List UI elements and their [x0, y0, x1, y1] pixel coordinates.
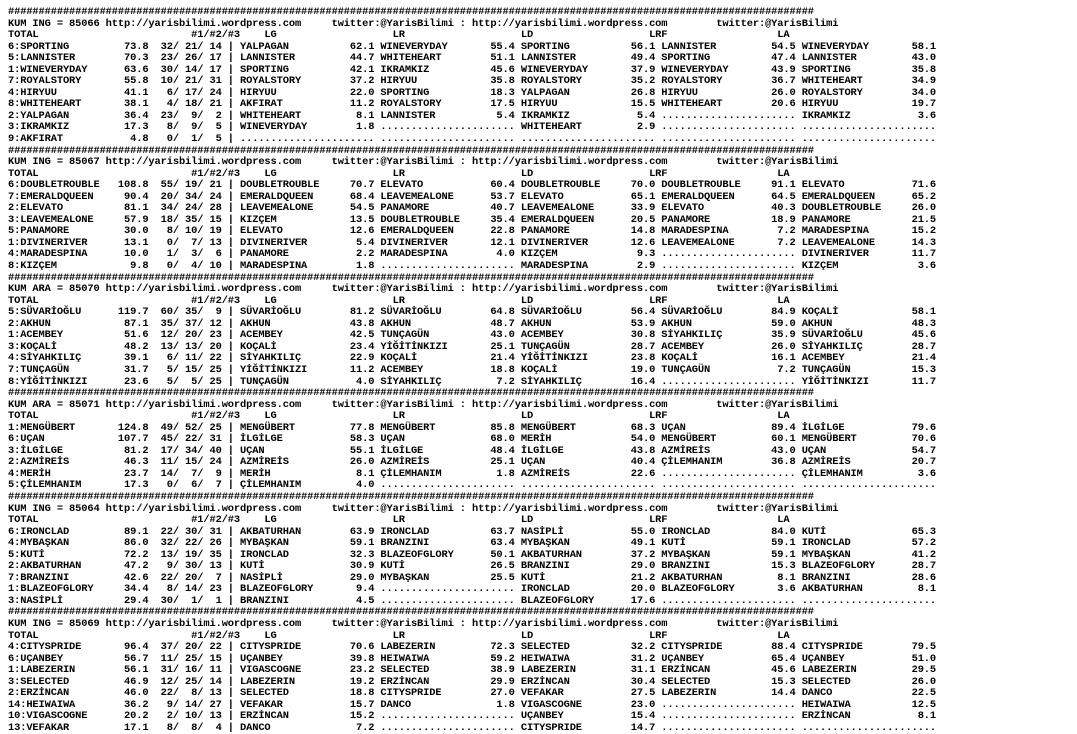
- result-row: 2:ERZİNCAN 46.0 22/ 8/ 13 | SELECTED 18.8 CITYSPRIDE 27.0 VEFAKAR 27.5 LABEZERIN 14.4 DANCO 22.5: [8, 687, 937, 700]
- result-row: 3:İLGİLGE 81.2 17/ 34/ 40 | UÇAN 55.1 İLGİLGE 48.4 İLGİLGE 43.8 AZMİREİS 43.0 UÇAN 54.7: [8, 444, 937, 457]
- block-85069: [8, 607, 936, 734]
- result-row: 1:MENGÜBERT 124.8 49/ 52/ 25 | MENGÜBERT 77.8 MENGÜBERT 85.8 MENGÜBERT 68.3 UÇAN 89.4 İLGİLGE 79.6: [8, 421, 937, 434]
- column-headers: TOTAL #1/#2/#3 LG LR LD LRF LA: [8, 294, 790, 307]
- separator-line: ####################################################################################################################################: [8, 271, 814, 284]
- result-row: 1:BLAZEOFGLORY 34.4 8/ 14/ 23 | BLAZEOFGLORY 9.4 ...................... IRONCLAD 20.0 BLAZEOFGLORY 3.6 AKBATURHAN 8.1: [8, 583, 937, 596]
- separator-line: ####################################################################################################################################: [8, 387, 814, 400]
- result-row: 7:TUNÇAGÜN 31.7 5/ 15/ 25 | YİĞİTİNKIZI 11.2 ACEMBEY 18.8 KOÇALİ 19.0 TUNÇAGÜN 7.2 TUNÇAGÜN 15.3: [8, 363, 937, 376]
- block-85064: [8, 492, 936, 607]
- result-row: 2:AZMİREİS 46.3 11/ 15/ 24 | AZMİREİS 26.0 AZMİREİS 25.1 UÇAN 40.4 ÇİLEMHANIM 36.8 AZMİREİS 20.7: [8, 456, 937, 469]
- separator-line: ####################################################################################################################################: [8, 144, 814, 157]
- result-row: 4:CITYSPRIDE 96.4 37/ 20/ 22 | CITYSPRIDE 70.6 LABEZERIN 72.3 SELECTED 32.2 CITYSPRIDE 88.4 CITYSPRIDE 79.5: [8, 641, 937, 654]
- result-row: 4:SİYAHKILIÇ 39.1 6/ 11/ 22 | SİYAHKILIÇ 22.9 KOÇALİ 21.4 YİĞİTİNKIZI 23.8 KOÇALİ 16.1 ACEMBEY 21.4: [8, 352, 937, 365]
- result-row: 14:HEIWAIWA 36.2 9/ 14/ 27 | VEFAKAR 15.7 DANCO 1.8 VIGASCOGNE 23.0 ...................... HEIWAIWA 12.5: [8, 698, 937, 711]
- result-row: 3:NASİPLİ 29.4 30/ 1/ 1 | BRANZINI 4.5 ...................... BLAZEOFGLORY 17.6 ...................... ......................: [8, 594, 937, 607]
- result-row: 6:IRONCLAD 89.1 22/ 30/ 31 | AKBATURHAN 63.9 IRONCLAD 63.7 NASİPLİ 55.0 IRONCLAD 84.0 KUTİ 65.3: [8, 525, 937, 538]
- result-row: 3:LEAVEMEALONE 57.9 18/ 35/ 15 | KIZÇEM 13.5 DOUBLETROUBLE 35.4 EMERALDQUEEN 20.5 PANAMORE 18.9 PANAMORE 21.5: [8, 213, 937, 226]
- result-row: 7:EMERALDQUEEN 90.4 20/ 34/ 24 | EMERALDQUEEN 68.4 LEAVEMEALONE 53.7 ELEVATO 65.1 EMERALDQUEEN 64.5 EMERALDQUEEN 65.2: [8, 190, 937, 203]
- block-85071: [8, 388, 936, 492]
- column-headers: TOTAL #1/#2/#3 LG LR LD LRF LA: [8, 629, 790, 642]
- result-row: 13:VEFAKAR 17.1 8/ 8/ 4 | DANCO 7.2 ...................... CITYSPRIDE 14.7 ...................... ......................: [8, 721, 937, 734]
- race-header: KUM ING = 85064 http://yarisbilimi.wordpress.com twitter:@YarisBilimi : http://yarisbilimi.wordpress.com twitter:@YarisBilimi: [8, 502, 839, 515]
- result-row: 8:YİĞİTİNKIZI 23.6 5/ 5/ 25 | TUNÇAGÜN 4.0 SİYAHKILIÇ 7.2 SİYAHKILIÇ 16.4 ...................... YİĞİTİNKIZI 11.7: [8, 375, 937, 388]
- result-row: 5:KUTİ 72.2 13/ 19/ 35 | IRONCLAD 32.3 BLAZEOFGLORY 50.1 AKBATURHAN 37.2 MYBAŞKAN 59.1 MYBAŞKAN 41.2: [8, 548, 937, 561]
- block-85070: [8, 273, 936, 388]
- result-row: 2:YALPAGAN 36.4 23/ 9/ 2 | WHITEHEART 8.1 LANNISTER 5.4 IKRAMKIZ 5.4 ...................... IKRAMKIZ 3.6: [8, 109, 937, 122]
- result-row: 2:ELEVATO 81.1 34/ 24/ 28 | LEAVEMEALONE 54.5 PANAMORE 40.7 LEAVEMEALONE 33.9 ELEVATO 40.3 DOUBLETROUBLE 26.0: [8, 202, 937, 215]
- result-row: 4:MERİH 23.7 14/ 7/ 9 | MERİH 8.1 ÇİLEMHANIM 1.8 AZMİREİS 22.6 ...................... ÇİLEMHANIM 3.6: [8, 467, 937, 480]
- separator-line: ####################################################################################################################################: [8, 606, 814, 619]
- block-85067: [8, 146, 936, 273]
- result-row: 7:ROYALSTORY 55.8 10/ 21/ 31 | ROYALSTORY 37.2 HIRYUU 35.8 ROYALSTORY 35.2 ROYALSTORY 36.7 WHITEHEART 34.9: [8, 75, 937, 88]
- result-row: 6:UÇANBEY 56.7 11/ 25/ 15 | UÇANBEY 39.8 HEIWAIWA 59.2 HEIWAIWA 31.2 UÇANBEY 65.4 UÇANBEY 51.0: [8, 652, 937, 665]
- result-row: 9:AKFIRAT 4.8 0/ 1/ 5 | ...................... ...................... ...................... ...................... ......................: [8, 133, 937, 146]
- result-row: 1:WINEVERYDAY 63.6 30/ 14/ 17 | SPORTING 42.1 IKRAMKIZ 45.6 WINEVERYDAY 37.9 WINEVERYDAY 43.9 SPORTING 35.8: [8, 63, 937, 76]
- result-row: 6:DOUBLETROUBLE 108.8 55/ 19/ 21 | DOUBLETROUBLE 70.7 ELEVATO 60.4 DOUBLETROUBLE 70.0 DOUBLETROUBLE 91.1 ELEVATO 71.6: [8, 179, 937, 192]
- result-row: 5:LANNISTER 70.3 23/ 26/ 17 | LANNISTER 44.7 WHITEHEART 51.1 LANNISTER 49.4 SPORTING 47.4 LANNISTER 43.0: [8, 52, 937, 65]
- result-row: 1:LABEZERIN 56.1 31/ 16/ 11 | VIGASCOGNE 23.2 SELECTED 38.9 LABEZERIN 31.1 ERZİNCAN 45.6 LABEZERIN 29.5: [8, 664, 937, 677]
- result-row: 10:VIGASCOGNE 20.2 2/ 10/ 13 | ERZİNCAN 15.2 ...................... UÇANBEY 15.4 ...................... ERZİNCAN 8.1: [8, 710, 937, 723]
- result-row: 1:ACEMBEY 51.6 12/ 20/ 23 | ACEMBEY 42.5 TUNÇAGÜN 43.0 ACEMBEY 30.8 SİYAHKILIÇ 35.9 SÜVARİOĞLU 45.6: [8, 329, 937, 342]
- result-row: 3:SELECTED 46.9 12/ 25/ 14 | LABEZERIN 19.2 ERZİNCAN 29.9 ERZİNCAN 30.4 SELECTED 15.3 SELECTED 26.0: [8, 675, 937, 688]
- result-row: 3:KOÇALİ 48.2 13/ 13/ 20 | KOÇALİ 23.4 YİĞİTİNKIZI 25.1 TUNÇAGÜN 28.7 ACEMBEY 26.0 SİYAHKILIÇ 28.7: [8, 340, 937, 353]
- result-row: 4:HIRYUU 41.1 6/ 17/ 24 | HIRYUU 22.0 SPORTING 18.3 YALPAGAN 26.8 HIRYUU 26.0 ROYALSTORY 34.0: [8, 86, 937, 99]
- column-headers: TOTAL #1/#2/#3 LG LR LD LRF LA: [8, 410, 790, 423]
- result-row: 4:MARADESPINA 10.0 1/ 3/ 6 | PANAMORE 2.2 MARADESPINA 4.0 KIZÇEM 9.3 ...................... DIVINERIVER 11.7: [8, 248, 937, 261]
- result-row: 2:AKHUN 87.1 35/ 37/ 12 | AKHUN 43.8 AKHUN 48.7 AKHUN 53.9 AKHUN 59.0 AKHUN 48.3: [8, 317, 937, 330]
- column-headers: TOTAL #1/#2/#3 LG LR LD LRF LA: [8, 514, 790, 527]
- result-row: 2:AKBATURHAN 47.2 9/ 30/ 13 | KUTİ 30.9 KUTİ 26.5 BRANZINI 29.0 BRANZINI 15.3 BLAZEOFGLORY 28.7: [8, 560, 937, 573]
- race-header: KUM ARA = 85071 http://yarisbilimi.wordpress.com twitter:@YarisBilimi : http://yarisbilimi.wordpress.com twitter:@YarisBilimi: [8, 398, 839, 411]
- result-row: 8:WHITEHEART 38.1 4/ 18/ 21 | AKFIRAT 11.2 ROYALSTORY 17.5 HIRYUU 15.5 WHITEHEART 20.6 HIRYUU 19.7: [8, 98, 937, 111]
- result-row: 5:ÇİLEMHANIM 17.3 0/ 6/ 7 | ÇİLEMHANIM 4.0 ...................... ...................... ...................... ......................: [8, 479, 937, 492]
- separator-line: ####################################################################################################################################: [8, 6, 814, 18]
- result-row: 1:DIVINERIVER 13.1 0/ 7/ 13 | DIVINERIVER 5.4 DIVINERIVER 12.1 DIVINERIVER 12.6 LEAVEMEALONE 7.2 LEAVEMEALONE 14.3: [8, 236, 937, 249]
- result-row: 4:MYBAŞKAN 86.0 32/ 22/ 26 | MYBAŞKAN 59.1 BRANZINI 63.4 MYBAŞKAN 49.1 KUTİ 59.1 IRONCLAD 57.2: [8, 537, 937, 550]
- result-row: 7:BRANZINI 42.6 22/ 20/ 7 | NASİPLİ 29.0 MYBAŞKAN 25.5 KUTİ 21.2 AKBATURHAN 8.1 BRANZINI 28.6: [8, 571, 937, 584]
- result-row: 5:SÜVARİOĞLU 119.7 60/ 35/ 9 | SÜVARİOĞLU 81.2 SÜVARİOĞLU 64.8 SÜVARİOĞLU 56.4 SÜVARİOĞLU 84.9 KOÇALİ 58.1: [8, 306, 937, 319]
- column-headers: TOTAL #1/#2/#3 LG LR LD LRF LA: [8, 29, 790, 42]
- race-header: KUM ING = 85067 http://yarisbilimi.wordpress.com twitter:@YarisBilimi : http://yarisbilimi.wordpress.com twitter:@YarisBilimi: [8, 156, 839, 169]
- result-row: 6:SPORTING 73.8 32/ 21/ 14 | YALPAGAN 62.1 WINEVERYDAY 55.4 SPORTING 56.1 LANNISTER 54.5 WINEVERYDAY 58.1: [8, 40, 937, 53]
- race-header: KUM ARA = 85070 http://yarisbilimi.wordpress.com twitter:@YarisBilimi : http://yarisbilimi.wordpress.com twitter:@YarisBilimi: [8, 283, 839, 296]
- result-row: 8:KIZÇEM 9.8 0/ 4/ 10 | MARADESPINA 1.8 ...................... MARADESPINA 2.9 ...................... KIZÇEM 3.6: [8, 260, 937, 273]
- column-headers: TOTAL #1/#2/#3 LG LR LD LRF LA: [8, 167, 790, 180]
- race-header: KUM ING = 85066 http://yarisbilimi.wordpress.com twitter:@YarisBilimi : http://yarisbilimi.wordpress.com twitter:@YarisBilimi: [8, 17, 839, 30]
- race-header: KUM ING = 85069 http://yarisbilimi.wordpress.com twitter:@YarisBilimi : http://yarisbilimi.wordpress.com twitter:@YarisBilimi: [8, 617, 839, 630]
- result-row: 6:UÇAN 107.7 45/ 22/ 31 | İLGİLGE 58.3 UÇAN 68.0 MERİH 54.0 MENGÜBERT 60.1 MENGÜBERT 70.6: [8, 433, 937, 446]
- results-sheet: [8, 7, 936, 734]
- block-85066: [8, 7, 936, 146]
- separator-line: ####################################################################################################################################: [8, 490, 814, 503]
- result-row: 3:IKRAMKIZ 17.3 8/ 9/ 5 | WINEVERYDAY 1.8 ...................... WHITEHEART 2.9 ...................... ......................: [8, 121, 937, 134]
- result-row: 5:PANAMORE 30.0 8/ 10/ 19 | ELEVATO 12.6 EMERALDQUEEN 22.8 PANAMORE 14.8 MARADESPINA 7.2 MARADESPINA 15.2: [8, 225, 937, 238]
